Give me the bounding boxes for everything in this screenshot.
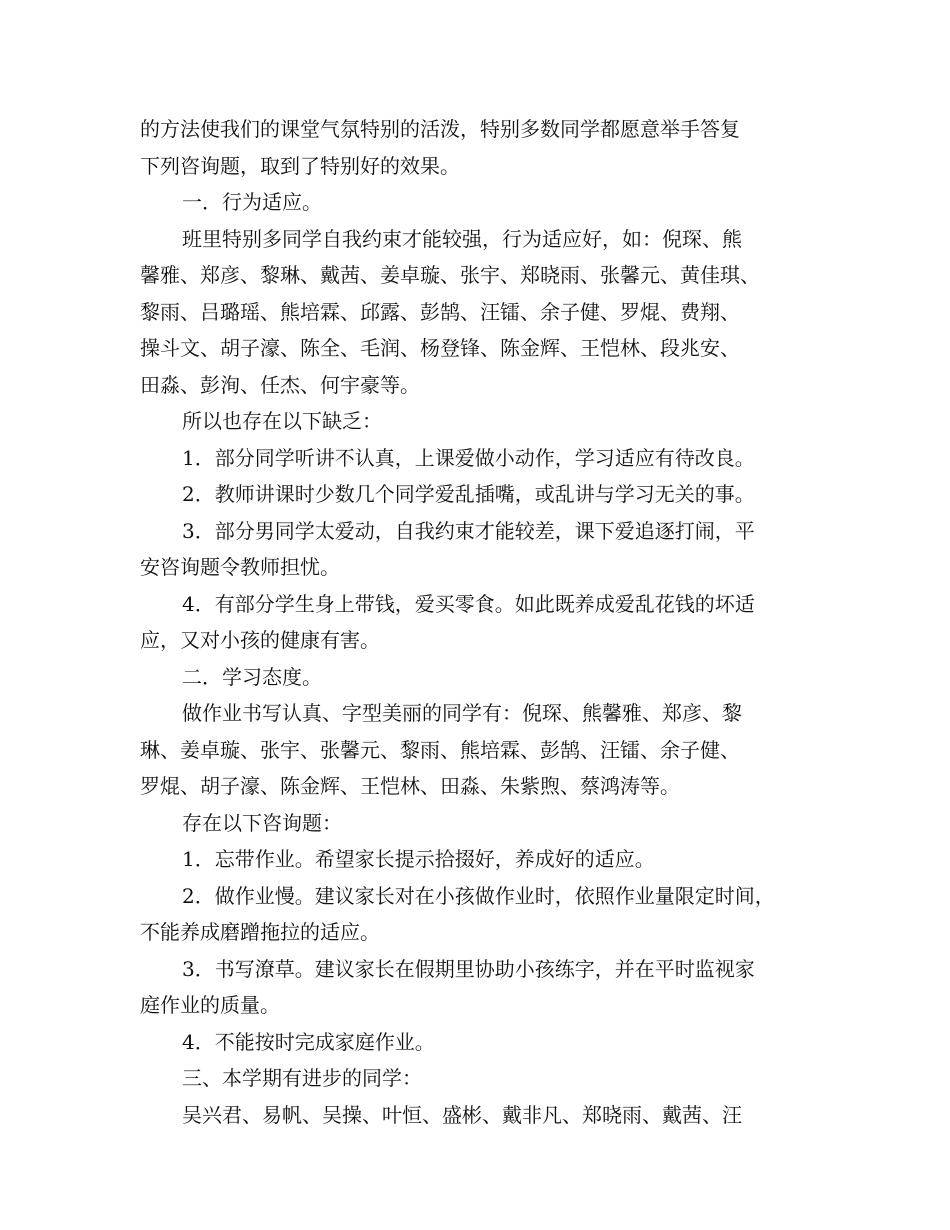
text-line: 所以也存在以下缺乏：	[182, 409, 382, 433]
text-line: 安咨询题令教师担忧。	[140, 555, 340, 579]
list-item: 4．不能按时完成家庭作业。	[182, 1029, 435, 1054]
list-item: 3．书写潦草。建议家长在假期里协助小孩练字，并在平时监视家	[182, 956, 755, 981]
text-line: 琳、姜卓璇、张宇、张馨元、黎雨、熊培霖、彭鹄、汪镭、余子健、	[140, 737, 740, 762]
text-line: 不能养成磨蹭拖拉的适应。	[140, 920, 380, 944]
list-item: 1．部分同学听讲不认真，上课爱做小动作，学习适应有待改良。	[182, 445, 755, 470]
text-line: 操斗文、胡子濠、陈全、毛润、杨登锋、陈金辉、王恺林、段兆安、	[140, 336, 740, 360]
text-line: 做作业书写认真、字型美丽的同学有：倪琛、熊馨雅、郑彦、黎	[182, 701, 742, 725]
text-line: 黎雨、吕璐瑶、熊培霖、邱露、彭鹄、汪镭、余子健、罗焜、费翔、	[140, 299, 740, 324]
list-item: 4．有部分学生身上带钱，爱买零食。如此既养成爱乱花钱的坏适	[182, 591, 755, 616]
text-line: 田淼、彭洵、任杰、何宇豪等。	[140, 372, 420, 397]
text-line: 应，又对小孩的健康有害。	[140, 628, 380, 652]
text-line: 吴兴君、易帆、吴操、叶恒、盛彬、戴非凡、郑晓雨、戴茜、汪	[182, 1102, 742, 1127]
section-heading: 一．行为适应。	[182, 190, 322, 214]
text-line: 庭作业的质量。	[140, 993, 280, 1017]
text-line: 班里特别多同学自我约束才能较强，行为适应好，如：倪琛、熊	[182, 226, 742, 251]
text-line: 存在以下咨询题：	[182, 810, 342, 835]
section-heading: 二．学习态度。	[182, 664, 322, 689]
list-item: 2．做作业慢。建议家长对在小孩做作业时，依照作业量限定时间，	[182, 883, 775, 908]
section-heading: 三、本学期有进步的同学：	[182, 1066, 422, 1090]
list-item: 2．教师讲课时少数几个同学爱乱插嘴，或乱讲与学习无关的事。	[182, 482, 755, 506]
document-body	[140, 111, 820, 1133]
text-line: 的方法使我们的课堂气氛特别的活泼，特别多数同学都愿意举手答复	[140, 117, 740, 141]
text-line: 下列咨询题，取到了特别好的效果。	[140, 153, 460, 178]
text-line: 馨雅、郑彦、黎琳、戴茜、姜卓璇、张宇、郑晓雨、张馨元、黄佳琪、	[140, 263, 760, 287]
list-item: 3．部分男同学太爱动，自我约束才能较差，课下爱追逐打闹，平	[182, 518, 755, 543]
list-item: 1．忘带作业。希望家长提示拾掇好，养成好的适应。	[182, 847, 655, 871]
text-line: 罗焜、胡子濠、陈金辉、王恺林、田淼、朱紫煦、蔡鸿涛等。	[140, 774, 680, 798]
